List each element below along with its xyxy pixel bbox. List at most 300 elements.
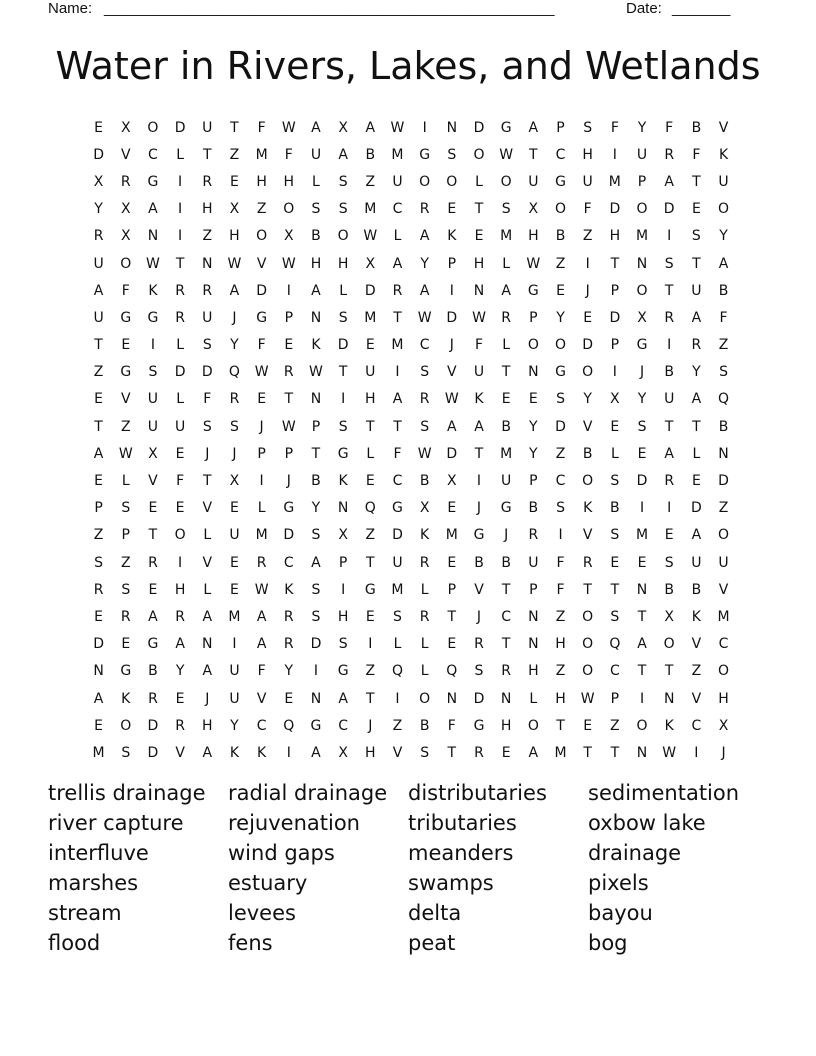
grid-letter: Z bbox=[120, 418, 131, 435]
grid-letter: I bbox=[368, 636, 373, 653]
grid-letter: E bbox=[637, 445, 647, 462]
grid-letter: Y bbox=[175, 663, 185, 680]
grid-letter: V bbox=[148, 473, 158, 490]
grid-letter: V bbox=[120, 391, 131, 408]
grid-letter: U bbox=[473, 364, 485, 381]
grid-letter: M bbox=[500, 445, 513, 462]
grid-letter: Z bbox=[120, 554, 131, 571]
grid-letter: L bbox=[257, 500, 266, 517]
grid-letter: R bbox=[474, 744, 484, 761]
grid-letter: M bbox=[608, 173, 621, 190]
grid-letter: M bbox=[391, 581, 404, 598]
grid-letter: P bbox=[447, 255, 457, 272]
grid-letter: N bbox=[500, 690, 512, 707]
grid-letter: A bbox=[229, 282, 240, 299]
grid-letter: H bbox=[365, 744, 376, 761]
grid-letter: D bbox=[690, 500, 702, 517]
grid-letter: T bbox=[664, 282, 674, 299]
grid-letter: E bbox=[94, 473, 104, 490]
grid-letter: F bbox=[121, 282, 130, 299]
grid-letter: E bbox=[365, 473, 375, 490]
grid-letter: T bbox=[447, 744, 457, 761]
grid-letter: X bbox=[338, 744, 348, 761]
grid-letter: O bbox=[527, 337, 539, 354]
word-item: swamps bbox=[408, 871, 494, 895]
grid-letter: U bbox=[93, 255, 104, 272]
grid-letter: V bbox=[175, 744, 185, 761]
grid-letter: N bbox=[636, 744, 648, 761]
grid-letter: D bbox=[174, 364, 186, 381]
grid-letter: A bbox=[202, 744, 213, 761]
date-line: _______ bbox=[672, 0, 731, 17]
grid-row bbox=[85, 413, 737, 440]
grid-letter: L bbox=[176, 146, 184, 163]
grid-letter: D bbox=[663, 201, 675, 218]
grid-letter: P bbox=[556, 119, 565, 136]
grid-letter: Z bbox=[718, 500, 729, 517]
grid-letter: L bbox=[366, 445, 375, 462]
grid-letter: L bbox=[393, 228, 402, 245]
grid-letter: S bbox=[610, 608, 620, 625]
grid-letter: X bbox=[365, 255, 376, 272]
grid-letter: J bbox=[449, 337, 454, 354]
grid-letter: F bbox=[393, 445, 402, 462]
grid-letter: Q bbox=[228, 364, 240, 381]
grid-letter: E bbox=[94, 391, 104, 408]
grid-letter: R bbox=[691, 337, 702, 354]
grid-letter: D bbox=[718, 473, 729, 490]
grid-letter: S bbox=[610, 527, 620, 544]
word-item: marshes bbox=[48, 871, 139, 895]
grid-letter: G bbox=[120, 663, 132, 680]
grid-letter: B bbox=[474, 554, 484, 571]
grid-letter: R bbox=[419, 554, 430, 571]
grid-letter: L bbox=[339, 282, 348, 299]
grid-letter: G bbox=[120, 309, 132, 326]
grid-letter: N bbox=[202, 255, 213, 272]
grid-row bbox=[85, 549, 737, 576]
grid-letter: T bbox=[664, 418, 674, 435]
grid-letter: A bbox=[392, 255, 403, 272]
grid-row bbox=[85, 522, 737, 549]
grid-letter: L bbox=[420, 663, 429, 680]
grid-letter: S bbox=[610, 473, 620, 490]
grid-letter: Y bbox=[230, 717, 239, 734]
grid-letter: T bbox=[148, 527, 158, 544]
grid-letter: F bbox=[203, 391, 212, 408]
grid-letter: T bbox=[501, 636, 511, 653]
grid-letter: R bbox=[120, 608, 131, 625]
grid-letter: T bbox=[311, 445, 321, 462]
grid-letter: I bbox=[286, 744, 291, 761]
grid-letter: T bbox=[94, 337, 103, 354]
grid-letter: N bbox=[310, 690, 322, 707]
grid-letter: H bbox=[202, 717, 213, 734]
grid-letter: A bbox=[93, 690, 104, 707]
grid-letter: D bbox=[174, 119, 186, 136]
word-item: bayou bbox=[588, 901, 653, 925]
grid-letter: D bbox=[337, 337, 349, 354]
word-item: flood bbox=[48, 931, 101, 955]
grid-letter: R bbox=[93, 581, 104, 598]
grid-letter: H bbox=[174, 581, 186, 598]
grid-letter: A bbox=[202, 663, 213, 680]
grid-letter: E bbox=[474, 228, 484, 245]
date-label: Date: bbox=[626, 0, 662, 17]
grid-letter: V bbox=[691, 690, 702, 707]
grid-letter: Z bbox=[365, 663, 376, 680]
grid-letter: P bbox=[610, 282, 620, 299]
grid-letter: A bbox=[474, 418, 484, 435]
grid-letter: U bbox=[718, 554, 729, 571]
grid-letter: Z bbox=[582, 228, 593, 245]
grid-letter: E bbox=[230, 500, 239, 517]
grid-letter: W bbox=[417, 445, 432, 462]
grid-letter: C bbox=[392, 473, 403, 490]
grid-letter: X bbox=[664, 608, 674, 625]
word-list bbox=[48, 778, 788, 958]
grid-letter: P bbox=[338, 554, 348, 571]
grid-letter: W bbox=[662, 744, 677, 761]
grid-letter: D bbox=[473, 119, 485, 136]
grid-letter: G bbox=[636, 337, 648, 354]
grid-letter: S bbox=[338, 173, 348, 190]
word-item: oxbow lake bbox=[588, 811, 706, 835]
grid-letter: H bbox=[718, 690, 729, 707]
grid-letter: W bbox=[472, 309, 486, 326]
grid-letter: F bbox=[719, 309, 728, 326]
grid-letter: R bbox=[283, 636, 294, 653]
grid-letter: E bbox=[148, 500, 158, 517]
grid-letter: I bbox=[341, 391, 346, 408]
grid-letter: P bbox=[529, 473, 538, 490]
grid-letter: I bbox=[395, 690, 400, 707]
grid-letter: O bbox=[419, 690, 431, 707]
grid-letter: I bbox=[667, 228, 672, 245]
grid-letter: E bbox=[230, 554, 239, 571]
word-item: trellis drainage bbox=[48, 781, 206, 805]
grid-letter: M bbox=[554, 744, 567, 761]
grid-letter: L bbox=[475, 173, 483, 190]
grid-letter: Y bbox=[420, 255, 429, 272]
grid-letter: K bbox=[664, 717, 674, 734]
grid-letter: G bbox=[283, 500, 295, 517]
grid-letter: A bbox=[175, 636, 185, 653]
grid-letter: A bbox=[447, 418, 457, 435]
grid-letter: E bbox=[365, 608, 375, 625]
grid-letter: J bbox=[476, 500, 482, 517]
grid-letter: E bbox=[257, 391, 267, 408]
grid-letter: G bbox=[310, 717, 322, 734]
grid-letter: U bbox=[93, 309, 104, 326]
grid-row bbox=[85, 440, 737, 467]
grid-letter: O bbox=[582, 608, 594, 625]
grid-letter: R bbox=[175, 608, 185, 625]
grid-letter: D bbox=[555, 418, 566, 435]
word-item: stream bbox=[48, 901, 122, 925]
word-item: levees bbox=[228, 901, 296, 925]
grid-letter: A bbox=[664, 445, 674, 462]
grid-letter: W bbox=[281, 119, 296, 136]
grid-letter: Z bbox=[202, 228, 213, 245]
grid-letter: T bbox=[284, 391, 294, 408]
grid-letter: S bbox=[121, 581, 131, 598]
grid-letter: H bbox=[582, 146, 593, 163]
grid-letter: R bbox=[392, 282, 403, 299]
grid-letter: G bbox=[500, 119, 512, 136]
grid-letter: T bbox=[393, 309, 402, 326]
grid-letter: P bbox=[610, 690, 620, 707]
grid-letter: X bbox=[120, 228, 131, 245]
grid-letter: A bbox=[365, 119, 376, 136]
grid-row bbox=[85, 712, 737, 739]
grid-letter: T bbox=[474, 201, 484, 218]
grid-letter: V bbox=[691, 636, 702, 653]
grid-letter: T bbox=[610, 744, 620, 761]
grid-letter: X bbox=[283, 228, 294, 245]
grid-letter: L bbox=[312, 173, 320, 190]
grid-letter: E bbox=[175, 445, 185, 462]
grid-letter: K bbox=[583, 500, 593, 517]
grid-letter: I bbox=[259, 473, 264, 490]
word-item: fens bbox=[228, 931, 273, 955]
grid-letter: Y bbox=[637, 119, 647, 136]
grid-letter: G bbox=[419, 146, 431, 163]
grid-letter: K bbox=[474, 391, 484, 408]
grid-letter: S bbox=[664, 255, 674, 272]
grid-letter: R bbox=[664, 473, 675, 490]
grid-letter: T bbox=[175, 255, 185, 272]
grid-letter: S bbox=[556, 500, 565, 517]
grid-letter: I bbox=[667, 500, 672, 517]
grid-letter: A bbox=[148, 608, 158, 625]
grid-letter: E bbox=[284, 690, 294, 707]
grid-letter: N bbox=[337, 500, 349, 517]
grid-letter: Y bbox=[94, 201, 103, 218]
grid-letter: D bbox=[473, 690, 485, 707]
grid-letter: X bbox=[338, 527, 348, 544]
grid-letter: Z bbox=[691, 663, 702, 680]
grid-letter: H bbox=[310, 255, 322, 272]
grid-letter: R bbox=[528, 527, 539, 544]
grid-letter: E bbox=[610, 554, 620, 571]
grid-letter: J bbox=[476, 608, 482, 625]
grid-letter: L bbox=[610, 445, 619, 462]
grid-letter: O bbox=[500, 173, 512, 190]
grid-letter: N bbox=[528, 364, 539, 381]
grid-letter: Z bbox=[93, 364, 104, 381]
grid-letter: E bbox=[230, 581, 239, 598]
grid-letter: D bbox=[201, 364, 213, 381]
grid-letter: P bbox=[529, 581, 538, 598]
grid-letter: A bbox=[691, 391, 702, 408]
grid-letter: N bbox=[528, 608, 539, 625]
grid-letter: A bbox=[718, 255, 729, 272]
grid-letter: M bbox=[228, 608, 241, 625]
grid-letter: E bbox=[121, 636, 131, 653]
grid-letter: T bbox=[447, 608, 457, 625]
grid-letter: U bbox=[718, 173, 729, 190]
grid-letter: P bbox=[610, 337, 620, 354]
grid-letter: B bbox=[691, 581, 702, 598]
grid-letter: Z bbox=[555, 608, 566, 625]
grid-letter: I bbox=[612, 364, 617, 381]
grid-letter: I bbox=[422, 119, 427, 136]
grid-letter: M bbox=[255, 146, 268, 163]
grid-letter: H bbox=[609, 228, 621, 245]
grid-letter: H bbox=[283, 173, 295, 190]
letter-grid bbox=[85, 114, 737, 767]
grid-letter: B bbox=[610, 500, 620, 517]
name-line: ______________________________________________________ bbox=[104, 0, 555, 17]
grid-letter: R bbox=[148, 554, 158, 571]
grid-letter: E bbox=[175, 500, 185, 517]
grid-letter: O bbox=[636, 201, 648, 218]
grid-letter: E bbox=[365, 337, 375, 354]
grid-letter: S bbox=[719, 364, 728, 381]
grid-letter: I bbox=[232, 636, 237, 653]
grid-row bbox=[85, 304, 737, 331]
grid-letter: O bbox=[582, 663, 594, 680]
grid-letter: A bbox=[93, 282, 104, 299]
grid-letter: R bbox=[419, 201, 430, 218]
grid-letter: L bbox=[203, 527, 212, 544]
grid-letter: T bbox=[692, 173, 701, 190]
grid-letter: S bbox=[393, 608, 402, 625]
grid-letter: P bbox=[447, 581, 457, 598]
grid-letter: C bbox=[718, 636, 729, 653]
grid-letter: M bbox=[255, 527, 268, 544]
grid-letter: E bbox=[94, 119, 104, 136]
grid-letter: K bbox=[447, 228, 457, 245]
word-item: pixels bbox=[588, 871, 649, 895]
grid-letter: T bbox=[202, 473, 212, 490]
grid-letter: S bbox=[311, 581, 321, 598]
grid-letter: D bbox=[636, 473, 648, 490]
grid-letter: G bbox=[120, 364, 132, 381]
grid-letter: V bbox=[718, 119, 729, 136]
grid-letter: S bbox=[121, 500, 131, 517]
grid-letter: X bbox=[120, 119, 131, 136]
grid-letter: O bbox=[120, 717, 132, 734]
grid-letter: A bbox=[419, 228, 430, 245]
grid-letter: R bbox=[202, 173, 213, 190]
grid-letter: A bbox=[311, 282, 321, 299]
grid-letter: O bbox=[147, 119, 159, 136]
grid-letter: T bbox=[664, 663, 674, 680]
grid-letter: Z bbox=[610, 717, 620, 734]
grid-letter: S bbox=[311, 608, 321, 625]
grid-row bbox=[85, 223, 737, 250]
grid-letter: A bbox=[528, 119, 539, 136]
grid-letter: E bbox=[501, 391, 511, 408]
grid-letter: U bbox=[691, 282, 702, 299]
grid-letter: A bbox=[338, 690, 348, 707]
grid-letter: P bbox=[284, 309, 294, 326]
grid-letter: G bbox=[256, 309, 268, 326]
grid-letter: F bbox=[610, 119, 619, 136]
word-item: radial drainage bbox=[228, 781, 388, 805]
grid-letter: V bbox=[474, 581, 484, 598]
grid-letter: W bbox=[363, 228, 378, 245]
grid-letter: R bbox=[93, 228, 104, 245]
grid-letter: O bbox=[718, 663, 730, 680]
grid-row bbox=[85, 114, 737, 141]
grid-letter: V bbox=[582, 418, 593, 435]
grid-row bbox=[85, 467, 737, 494]
word-item: interfluve bbox=[48, 841, 149, 865]
grid-letter: W bbox=[254, 364, 269, 381]
name-label: Name: bbox=[48, 0, 93, 17]
grid-letter: C bbox=[609, 663, 620, 680]
grid-letter: A bbox=[338, 146, 348, 163]
grid-letter: J bbox=[232, 445, 237, 462]
grid-letter: S bbox=[447, 146, 457, 163]
grid-letter: V bbox=[256, 690, 267, 707]
grid-letter: L bbox=[203, 581, 212, 598]
grid-letter: M bbox=[92, 744, 105, 761]
grid-letter: H bbox=[202, 201, 213, 218]
grid-letter: Y bbox=[692, 364, 701, 381]
grid-letter: J bbox=[721, 744, 726, 761]
grid-letter: A bbox=[311, 744, 321, 761]
grid-letter: T bbox=[556, 717, 565, 734]
grid-letter: S bbox=[338, 309, 348, 326]
grid-letter: O bbox=[419, 173, 431, 190]
grid-letter: A bbox=[202, 608, 213, 625]
grid-letter: D bbox=[446, 309, 458, 326]
grid-letter: C bbox=[283, 554, 294, 571]
grid-letter: B bbox=[691, 119, 702, 136]
grid-letter: T bbox=[692, 418, 701, 435]
grid-letter: Y bbox=[556, 309, 565, 326]
grid-letter: E bbox=[447, 201, 457, 218]
grid-letter: Z bbox=[392, 717, 403, 734]
word-item: wind gaps bbox=[228, 841, 335, 865]
grid-letter: E bbox=[583, 309, 593, 326]
grid-letter: I bbox=[639, 500, 645, 517]
grid-letter: T bbox=[610, 255, 620, 272]
grid-letter: Q bbox=[283, 717, 295, 734]
word-item: estuary bbox=[228, 871, 308, 895]
grid-letter: E bbox=[94, 717, 104, 734]
page-title: Water in Rivers, Lakes, and Wetlands bbox=[55, 44, 761, 88]
grid-letter: S bbox=[501, 201, 511, 218]
grid-letter: K bbox=[121, 690, 131, 707]
grid-letter: K bbox=[229, 744, 240, 761]
grid-letter: T bbox=[529, 146, 538, 163]
grid-letter: K bbox=[691, 608, 701, 625]
grid-letter: Q bbox=[446, 663, 458, 680]
grid-letter: U bbox=[528, 173, 539, 190]
grid-row bbox=[85, 332, 737, 359]
grid-letter: S bbox=[338, 418, 348, 435]
grid-letter: G bbox=[527, 282, 539, 299]
grid-letter: F bbox=[257, 337, 266, 354]
grid-letter: S bbox=[202, 337, 212, 354]
grid-letter: E bbox=[284, 337, 294, 354]
word-item: drainage bbox=[588, 841, 682, 865]
grid-letter: U bbox=[310, 146, 322, 163]
grid-letter: F bbox=[556, 554, 565, 571]
grid-letter: O bbox=[718, 201, 730, 218]
word-item: distributaries bbox=[408, 781, 547, 805]
grid-letter: Y bbox=[529, 418, 538, 435]
grid-letter: J bbox=[259, 418, 264, 435]
grid-letter: I bbox=[585, 255, 590, 272]
grid-row bbox=[85, 495, 737, 522]
grid-letter: A bbox=[691, 527, 702, 544]
